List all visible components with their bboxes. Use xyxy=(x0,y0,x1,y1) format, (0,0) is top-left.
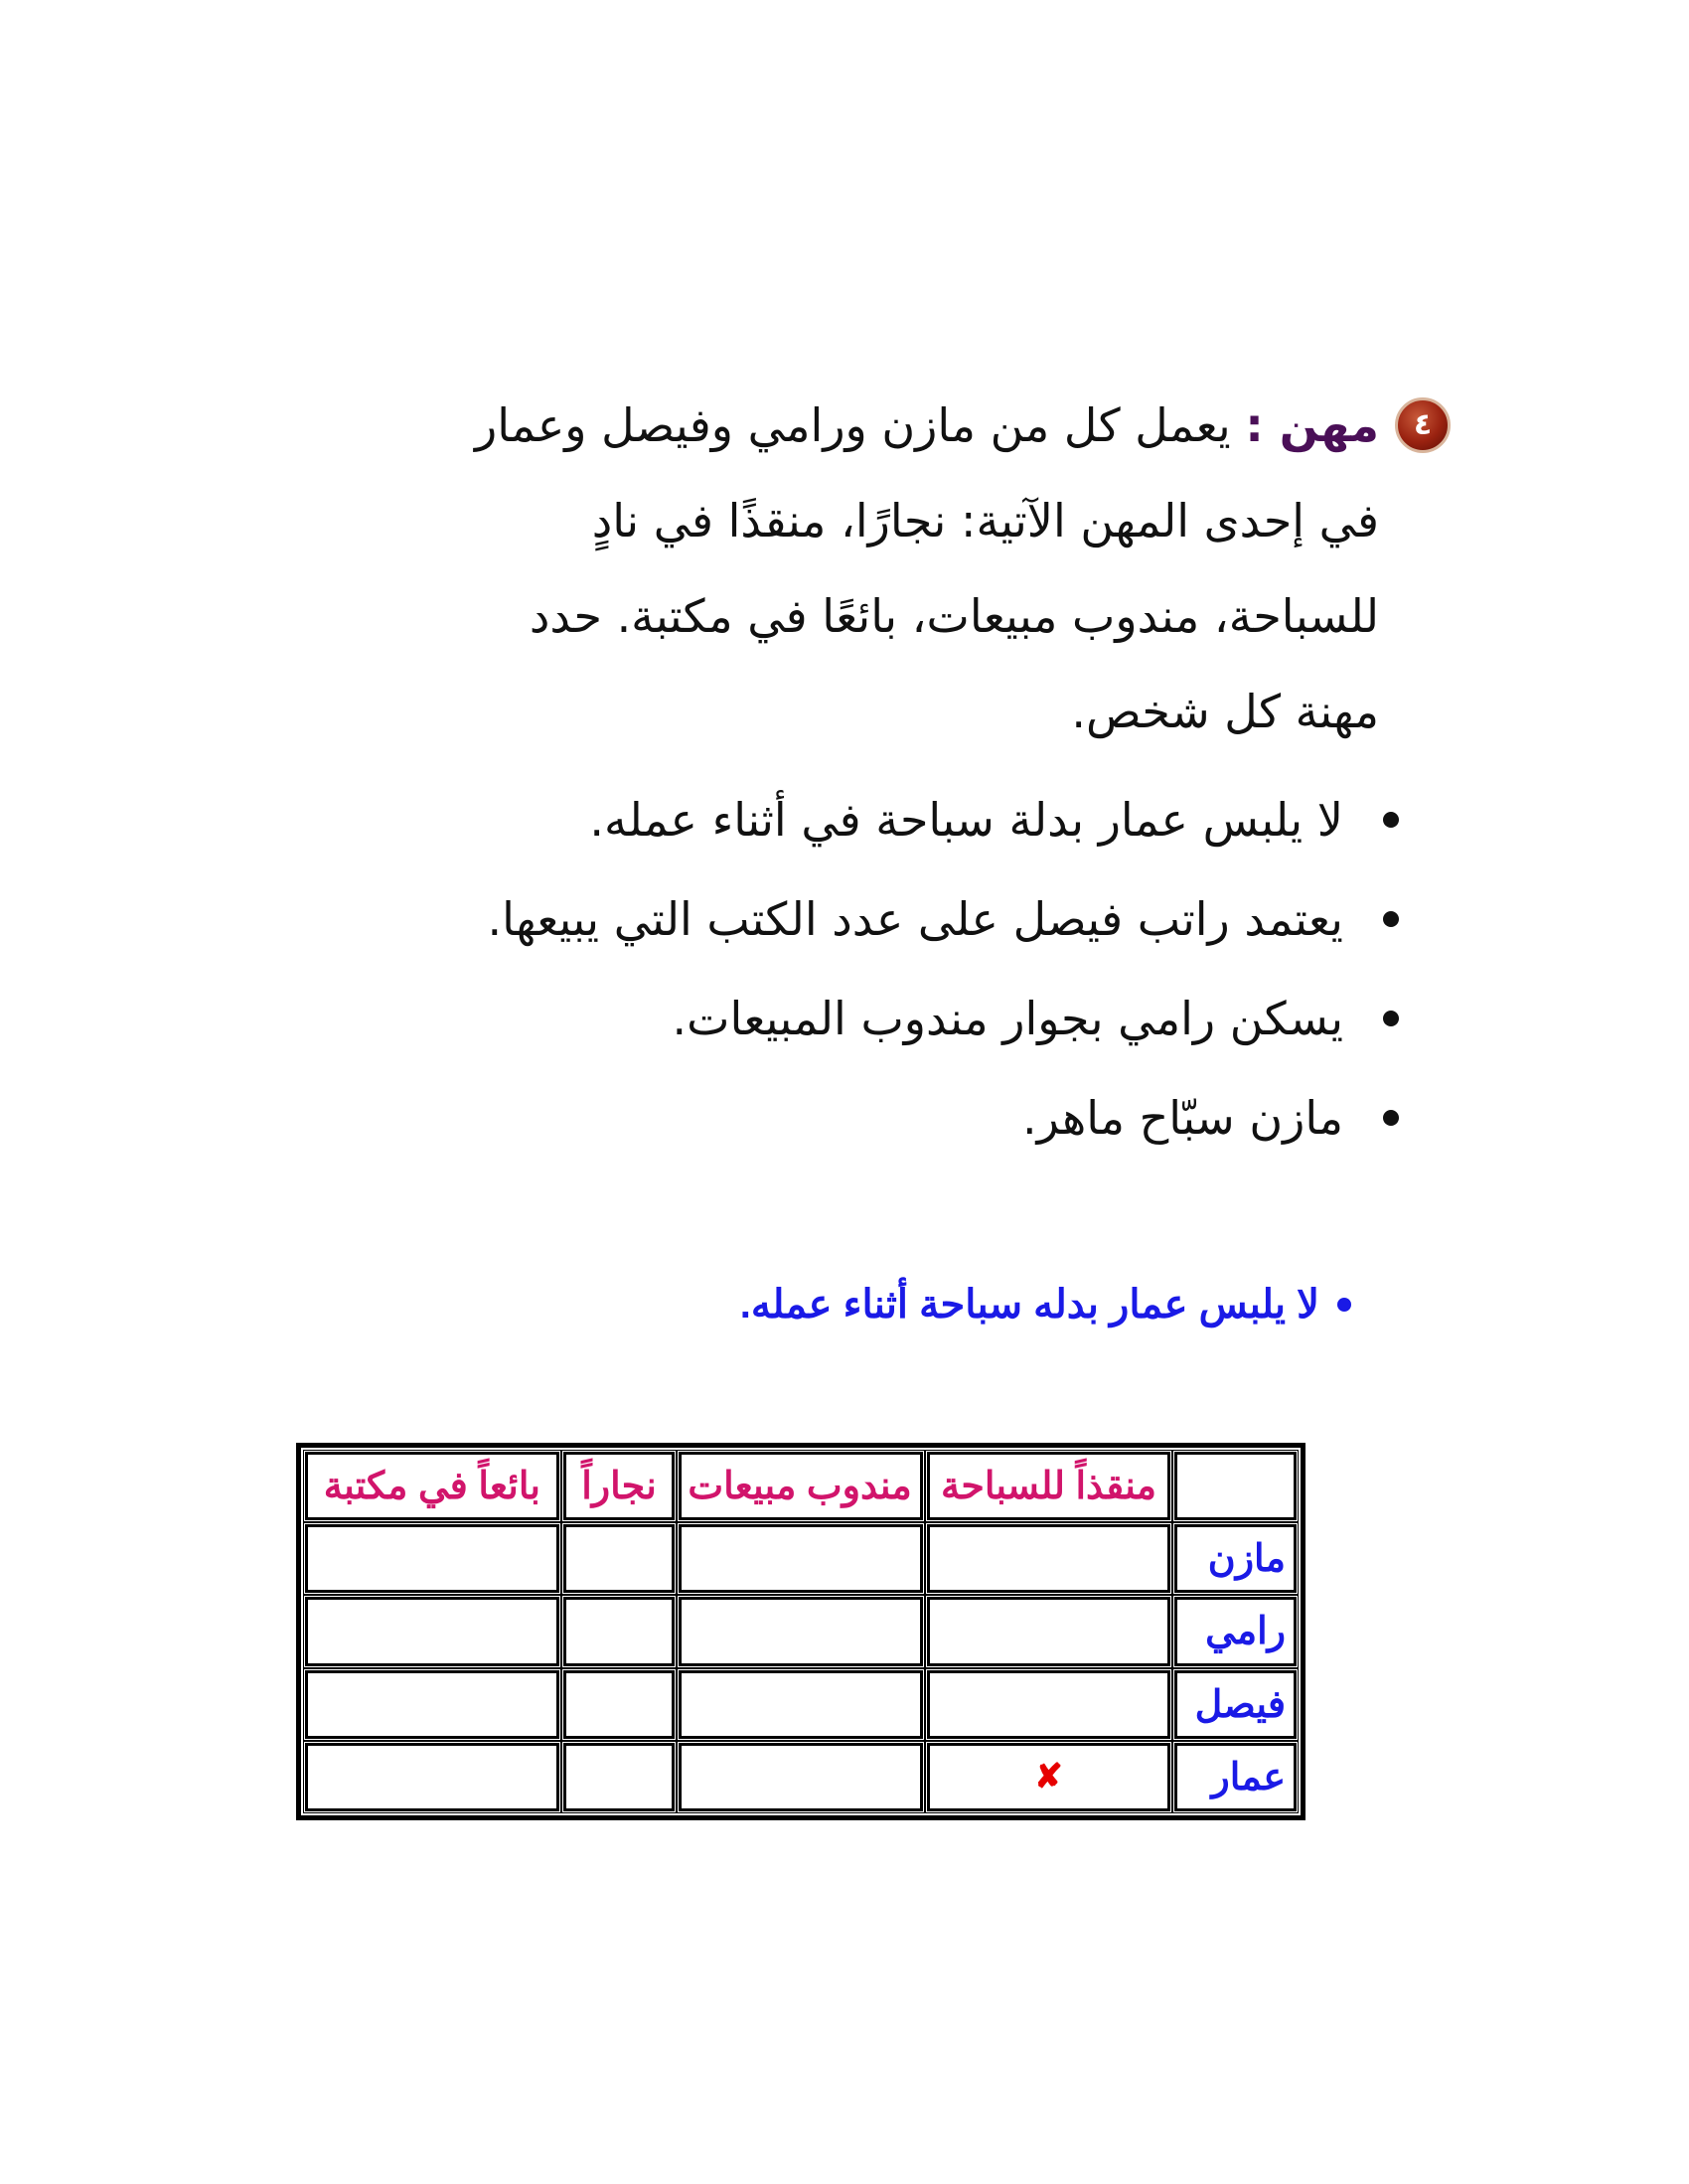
row-header-name: فيصل xyxy=(1174,1670,1297,1739)
bullet-icon xyxy=(1383,911,1399,927)
table-row xyxy=(305,1670,1297,1739)
bullet-icon xyxy=(1383,1011,1399,1026)
clue-item: لا يلبس عمار بدلة سباحة في أثناء عمله. xyxy=(437,770,1399,869)
table-row xyxy=(305,1597,1297,1665)
column-header-lifeguard: منقذاً للسباحة xyxy=(927,1452,1171,1520)
grid-cell[interactable] xyxy=(305,1597,559,1665)
grid-cell[interactable] xyxy=(563,1670,676,1739)
grid-cell[interactable] xyxy=(927,1670,1171,1739)
grid-cell[interactable] xyxy=(563,1743,676,1811)
clue-item: مازن سبّاح ماهر. xyxy=(437,1068,1399,1168)
table-header-row xyxy=(305,1452,1297,1520)
row-header-name: عمار xyxy=(1174,1743,1297,1811)
grid-cell[interactable] xyxy=(679,1670,923,1739)
hint-line xyxy=(740,1282,1351,1327)
logic-grid-table xyxy=(296,1443,1305,1820)
grid-cell[interactable] xyxy=(679,1743,923,1811)
grid-cell[interactable] xyxy=(305,1524,559,1593)
problem-title: مهن : xyxy=(1245,398,1379,452)
table-row xyxy=(305,1743,1297,1811)
grid-cell[interactable] xyxy=(679,1597,923,1665)
clue-item: يعتمد راتب فيصل على عدد الكتب التي يبيعها. xyxy=(437,869,1399,969)
table-corner-cell xyxy=(1174,1452,1297,1520)
problem-block xyxy=(437,378,1451,1145)
grid-cell[interactable] xyxy=(305,1743,559,1811)
column-header-sales-rep: مندوب مبيعات xyxy=(679,1452,923,1520)
grid-cell[interactable] xyxy=(305,1670,559,1739)
column-header-bookseller: بائعاً في مكتبة xyxy=(305,1452,559,1520)
problem-paragraph xyxy=(437,378,1379,759)
bullet-icon xyxy=(1337,1298,1351,1312)
problem-text: يعمل كل من مازن ورامي وفيصل وعمار في إحدى المهن الآتية: نجارًا، منقذًا في نادٍ للسباحة، مندوب مبيعات، بائعًا في مكتبة. حدد مهنة كل شخص. xyxy=(475,398,1379,738)
grid-cell[interactable] xyxy=(927,1597,1171,1665)
problem-header xyxy=(1379,397,1451,453)
grid-cell[interactable] xyxy=(563,1597,676,1665)
clue-list xyxy=(437,770,1399,1168)
problem-number-badge: ٤ xyxy=(1395,397,1451,453)
table-row xyxy=(305,1524,1297,1593)
hint-text: لا يلبس عمار بدله سباحة أثناء عمله. xyxy=(739,1283,1319,1326)
grid-cell[interactable] xyxy=(927,1524,1171,1593)
row-header-name: مازن xyxy=(1174,1524,1297,1593)
column-header-carpenter: نجاراً xyxy=(563,1452,676,1520)
bullet-icon xyxy=(1383,1110,1399,1126)
grid-cell[interactable] xyxy=(679,1524,923,1593)
row-header-name: رامي xyxy=(1174,1597,1297,1665)
grid-cell-cross-mark[interactable]: ✘ xyxy=(927,1743,1171,1811)
bullet-icon xyxy=(1383,812,1399,828)
grid-cell[interactable] xyxy=(563,1524,676,1593)
clue-item: يسكن رامي بجوار مندوب المبيعات. xyxy=(437,969,1399,1068)
